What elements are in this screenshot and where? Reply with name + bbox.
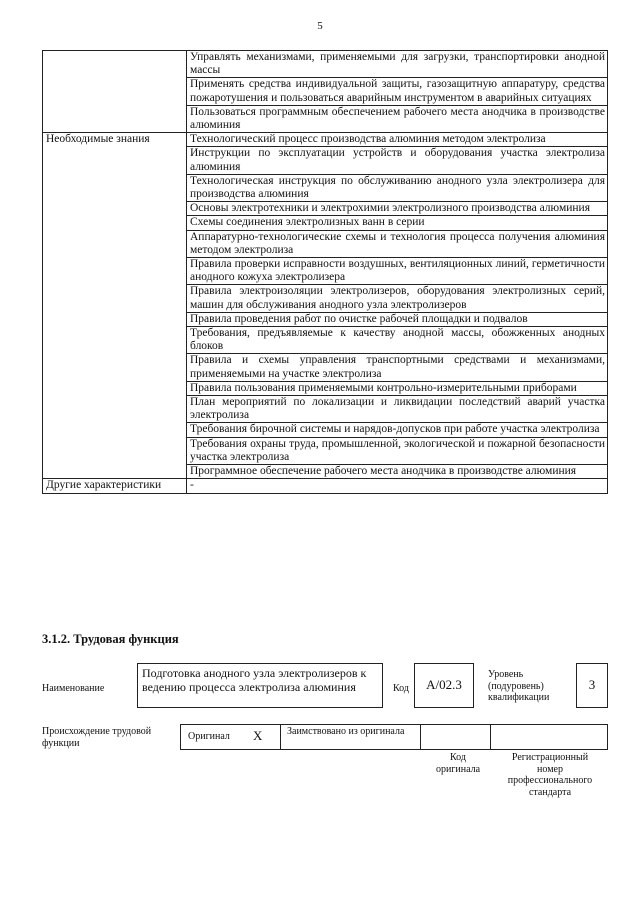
function-code-value: А/02.3 <box>426 677 462 692</box>
row-label <box>43 51 187 133</box>
table-row <box>43 479 608 493</box>
row-label: Необходимые знания <box>43 133 187 479</box>
row-text: Схемы соединения электролизных ванн в серии <box>187 216 608 230</box>
row-text: Технологическая инструкция по обслуживанию анодного узла электролизера для производства алюминия <box>187 174 608 201</box>
page-number: 5 <box>317 20 323 32</box>
row-text: - <box>187 479 608 493</box>
level-label: Уровень (подуровень) квалификации <box>488 669 550 703</box>
level-value: 3 <box>588 677 596 692</box>
function-name-box <box>137 663 383 708</box>
row-text: Правила электроизоляции электролизеров, оборудования электролизных серий, машин для обслуживания анодного узла электролизеров <box>187 285 608 312</box>
row-text: Пользоваться программным обеспечением рабочего места анодчика в производстве алюминия <box>187 105 608 132</box>
row-text: Правила проверки исправности воздушных, вентиляционных линий, герметичности анодного кожуха электролизера <box>187 258 608 285</box>
row-text: Технологический процесс производства алюминия методом электролиза <box>187 133 608 147</box>
row-text: Требования, предъявляемые к качеству анодной массы, обожженных анодных блоков <box>187 327 608 354</box>
original-label: Оригинал <box>188 731 230 742</box>
origin-label: Происхождение трудовой функции <box>42 726 152 749</box>
function-code-box <box>414 663 474 708</box>
table-row <box>43 133 608 147</box>
section-heading: 3.1.2. Трудовая функция <box>42 632 179 646</box>
row-text: Основы электротехники и электрохимии электролизного производства алюминия <box>187 202 608 216</box>
row-text: План мероприятий по локализации и ликвидации последствий аварий участка электролиза <box>187 396 608 423</box>
row-text: Правила пользования применяемыми контрольно-измерительными приборами <box>187 381 608 395</box>
knowledge-skills-table <box>42 50 608 494</box>
code-label: Код <box>393 683 409 694</box>
row-text: Инструкции по эксплуатации устройств и оборудования участка электролиза алюминия <box>187 147 608 174</box>
row-text: Управлять механизмами, применяемыми для загрузки, транспортировки анодной массы <box>187 51 608 78</box>
function-name-value: Подготовка анодного узла электролизеров к ведению процесса электролиза алюминия <box>142 666 367 694</box>
row-text: Применять средства индивидуальной защиты, газозащитную аппаратуру, средства пожаротушения и пользоваться аварийным инструментом в аварийных ситуациях <box>187 78 608 105</box>
borrowed-label: Заимствовано из оригинала <box>287 726 405 737</box>
row-text: Программное обеспечение рабочего места анодчика в производстве алюминия <box>187 465 608 479</box>
table-body <box>43 51 608 494</box>
row-text: Требования охраны труда, промышленной, экологической и пожарной безопасности участка электролиза <box>187 437 608 464</box>
row-text: Правила и схемы управления транспортными средствами и механизмами, применяемыми на участке электролиза <box>187 354 608 381</box>
table-row <box>43 51 608 78</box>
row-text: Аппаратурно-технологические схемы и технология процесса получения алюминия методом электролиза <box>187 230 608 257</box>
name-label: Наименование <box>42 683 105 694</box>
origin-divider-2 <box>420 724 421 750</box>
code-original-caption: Код оригинала <box>435 752 481 775</box>
registration-number-caption: Регистрационный номер профессионального стандарта <box>507 752 593 798</box>
origin-divider-3 <box>490 724 491 750</box>
origin-divider-1 <box>280 724 281 750</box>
level-box <box>576 663 608 708</box>
row-label: Другие характеристики <box>43 479 187 493</box>
original-mark: X <box>253 728 263 743</box>
row-text: Требования бирочной системы и нарядов-допусков при работе участка электролиза <box>187 423 608 437</box>
row-text: Правила проведения работ по очистке рабочей площадки и подвалов <box>187 312 608 326</box>
